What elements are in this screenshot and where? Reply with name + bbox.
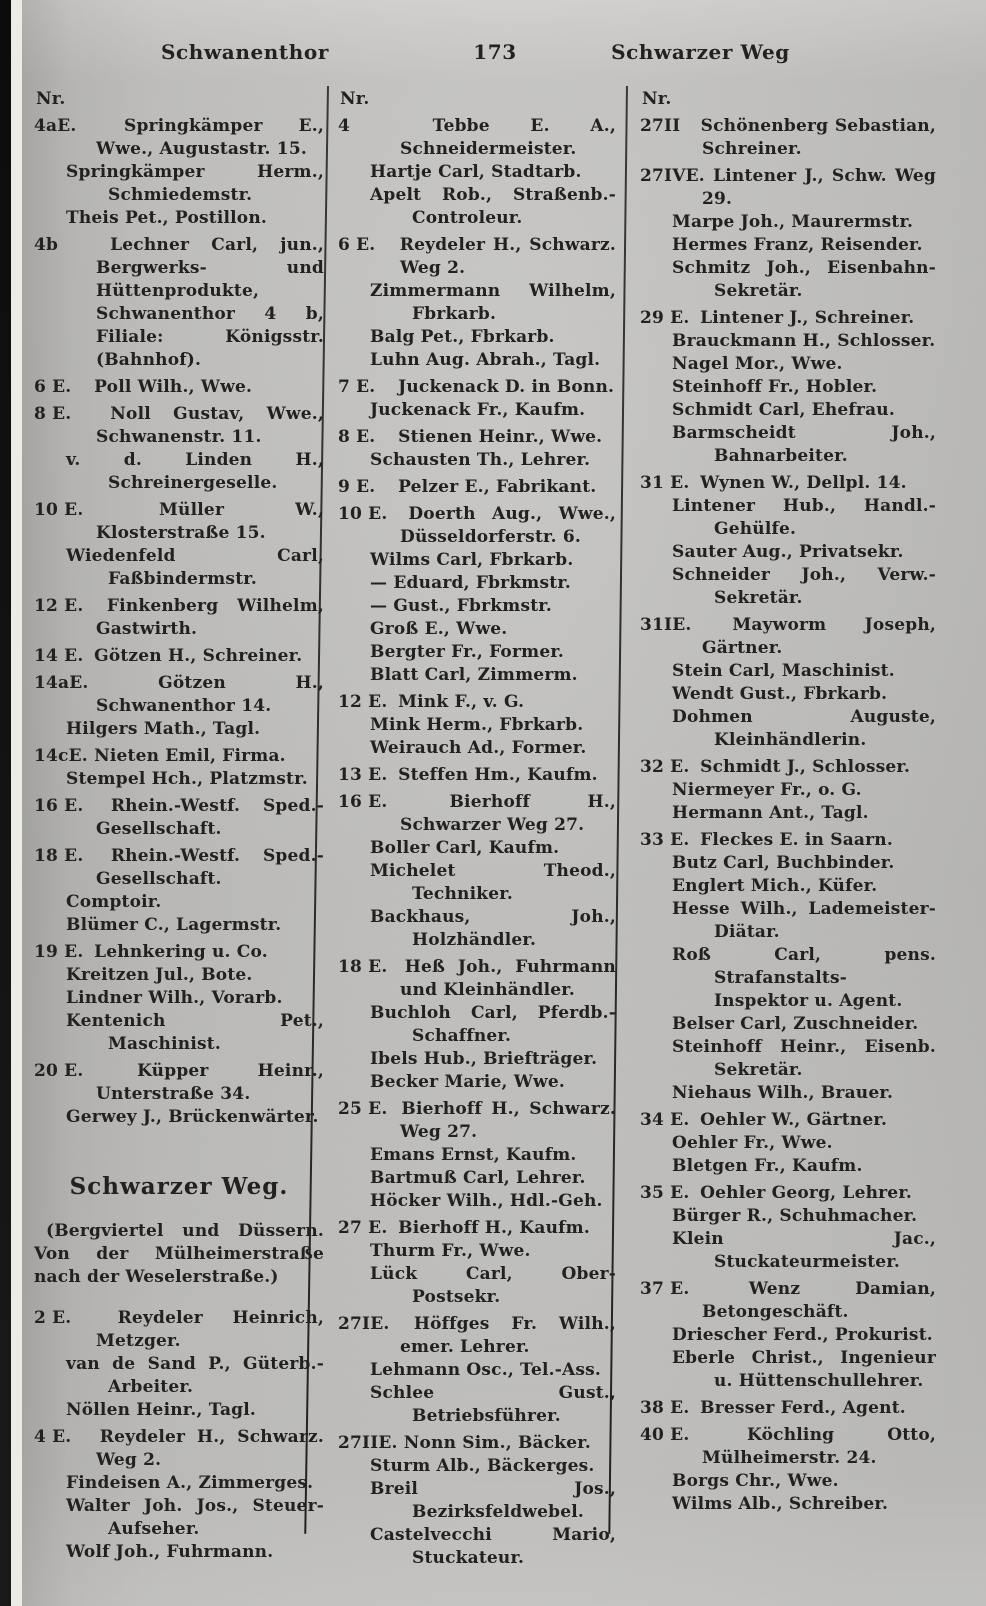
entry-text: Kreitzen Jul., Bote. — [66, 965, 253, 985]
entry-text: Höffges Fr. Wilh., emer. Lehrer. — [400, 1314, 616, 1357]
house-number: 27IVE. — [640, 166, 705, 186]
entry-text: Schönenberg Sebastian, Schreiner. — [700, 116, 936, 159]
entry-text: Belser Carl, Zuschneider. — [672, 1014, 919, 1034]
entry-text: Mink F., v. G. — [398, 692, 525, 712]
entry-text: Gerwey J., Brückenwärter. — [66, 1107, 319, 1127]
entry-text: Borgs Chr., Wwe. — [672, 1471, 839, 1491]
directory-entry — [34, 1060, 324, 1106]
house-number: 4b — [34, 235, 59, 255]
directory-entry — [640, 234, 936, 257]
house-number: 14 E. — [34, 646, 84, 666]
entry-text: Castelvecchi Mario, Stuckateur. — [370, 1525, 616, 1568]
directory-entry — [640, 1013, 936, 1036]
entry-text: Schmidt Carl, Ehefrau. — [672, 400, 895, 420]
directory-entry — [640, 852, 936, 875]
entry-text: Lechner Carl, jun., Bergwerks- und Hüttenprodukte, Schwanenthor 4 b, Filiale: Königsstr. (Bahnhof). — [96, 235, 324, 370]
entry-text: Butz Carl, Buchbinder. — [672, 853, 895, 873]
house-number: 29 E. — [640, 308, 690, 328]
directory-entry — [338, 860, 616, 906]
directory-entry — [640, 472, 936, 495]
house-number: 6 E. — [338, 235, 376, 255]
directory-entry — [34, 1495, 324, 1541]
page-binding-edge — [0, 0, 11, 1606]
directory-entry — [338, 1382, 616, 1428]
directory-entry — [640, 353, 936, 376]
directory-entry — [640, 1324, 936, 1347]
entry-text: Fleckes E. in Saarn. — [700, 830, 893, 850]
entry-text: Tebbe E. A., Schneidermeister. — [400, 116, 616, 159]
entry-text: — Eduard, Fbrkmstr. — [370, 573, 572, 593]
directory-entry — [338, 1432, 616, 1455]
house-number: 27IIE. — [338, 1433, 398, 1453]
directory-entry — [338, 664, 616, 687]
entry-text: Lehnkering u. Co. — [94, 942, 268, 962]
entry-text: Kentenich Pet., Maschinist. — [66, 1011, 324, 1054]
directory-entry — [640, 1278, 936, 1324]
directory-column-middle — [338, 88, 616, 1570]
directory-entry — [34, 1010, 324, 1056]
entry-text: Steffen Hm., Kaufm. — [398, 765, 598, 785]
directory-entry — [640, 376, 936, 399]
house-number: 38 E. — [640, 1398, 690, 1418]
entry-text: Brauckmann H., Schlosser. — [672, 331, 936, 351]
entry-text: Bierhoff H., Schwarz. Weg 27. — [400, 1099, 616, 1142]
directory-entry — [338, 1263, 616, 1309]
entry-text: Schausten Th., Lehrer. — [370, 450, 591, 470]
entry-text: Wilms Alb., Schreiber. — [672, 1494, 889, 1514]
directory-entry — [338, 1144, 616, 1167]
entry-text: Wolf Joh., Fuhrmann. — [66, 1542, 274, 1562]
entry-text: Nöllen Heinr., Tagl. — [66, 1400, 257, 1420]
house-number: 31IE. — [640, 615, 692, 635]
house-number: 18 E. — [338, 957, 388, 977]
directory-entry — [34, 1541, 324, 1564]
directory-entry — [640, 115, 936, 161]
directory-entry — [640, 614, 936, 660]
house-number: 4aE. — [34, 116, 77, 136]
directory-entry — [34, 376, 324, 399]
house-number: 6 E. — [34, 377, 72, 397]
directory-entry — [338, 1217, 616, 1240]
directory-entry — [640, 211, 936, 234]
directory-entry — [640, 1424, 936, 1470]
entry-text: Schmitz Joh., Eisenbahn-Sekretär. — [672, 258, 936, 301]
nr-column-label: Nr. — [642, 89, 672, 109]
directory-entry — [640, 399, 936, 422]
entry-text: Blatt Carl, Zimmerm. — [370, 665, 578, 685]
entry-text: Eberle Christ., Ingenieur u. Hüttenschullehrer. — [672, 1348, 936, 1391]
directory-entry — [338, 1167, 616, 1190]
directory-entry — [34, 595, 324, 641]
directory-entry — [338, 714, 616, 737]
directory-entry — [640, 1155, 936, 1178]
directory-entry — [640, 706, 936, 752]
directory-entry — [34, 745, 324, 768]
directory-entry — [338, 956, 616, 1002]
directory-entry — [338, 115, 616, 161]
nr-column-label: Nr. — [340, 89, 370, 109]
entry-text: Mink Herm., Fbrkarb. — [370, 715, 584, 735]
entry-text: Oehler Georg, Lehrer. — [700, 1183, 913, 1203]
entry-text: Doerth Aug., Wwe., Düsseldorferstr. 6. — [400, 504, 616, 547]
entry-text: Wilms Carl, Fbrkarb. — [370, 550, 574, 570]
house-number: 35 E. — [640, 1183, 690, 1203]
entry-text: Steinhoff Fr., Hobler. — [672, 377, 878, 397]
directory-entry — [640, 660, 936, 683]
house-number: 8 E. — [338, 427, 376, 447]
house-number: 16 E. — [338, 792, 388, 812]
directory-entry — [338, 791, 616, 837]
directory-entry — [640, 898, 936, 944]
directory-entry — [34, 1106, 324, 1129]
entry-text: Comptoir. — [66, 892, 162, 912]
entry-text: Oehler W., Gärtner. — [700, 1110, 888, 1130]
directory-entry — [640, 422, 936, 468]
directory-entry — [338, 1359, 616, 1382]
entry-text: Stienen Heinr., Wwe. — [398, 427, 603, 447]
directory-entry — [338, 476, 616, 499]
entry-text: Balg Pet., Fbrkarb. — [370, 327, 555, 347]
entry-text: Theis Pet., Postillon. — [66, 208, 268, 228]
directory-entry — [640, 1347, 936, 1393]
directory-entry — [34, 964, 324, 987]
entry-text: Buchloh Carl, Pferdb.-Schaffner. — [370, 1003, 616, 1046]
entry-text: Müller W., Klosterstraße 15. — [96, 500, 324, 543]
directory-entry — [640, 1493, 936, 1516]
entry-text: Barmscheidt Joh., Bahnarbeiter. — [672, 423, 936, 466]
entry-text: Oehler Fr., Wwe. — [672, 1133, 833, 1153]
house-number: 32 E. — [640, 757, 690, 777]
directory-entry — [640, 1082, 936, 1105]
entry-text: Wynen W., Dellpl. 14. — [700, 473, 907, 493]
directory-entry — [640, 1036, 936, 1082]
house-number: 31 E. — [640, 473, 690, 493]
directory-entry — [640, 541, 936, 564]
directory-entry — [338, 691, 616, 714]
entry-text: Nagel Mor., Wwe. — [672, 354, 843, 374]
directory-entry — [338, 184, 616, 230]
directory-entry — [338, 641, 616, 664]
directory-column-right — [640, 88, 936, 1516]
directory-entry — [338, 1071, 616, 1094]
directory-entry — [338, 1455, 616, 1478]
house-number: 16 E. — [34, 796, 84, 816]
entry-text: Englert Mich., Küfer. — [672, 876, 878, 896]
directory-entry — [34, 768, 324, 791]
directory-entry — [338, 449, 616, 472]
entry-text: Mayworm Joseph, Gärtner. — [702, 615, 937, 658]
house-number: 2 E. — [34, 1308, 72, 1328]
house-number: 27IE. — [338, 1314, 390, 1334]
directory-entry — [338, 595, 616, 618]
entry-text: Walter Joh. Jos., Steuer-Aufseher. — [66, 1496, 324, 1539]
house-number: 4 — [338, 116, 351, 136]
house-number: 12 E. — [34, 596, 84, 616]
directory-entry — [338, 906, 616, 952]
directory-entry — [640, 1132, 936, 1155]
entry-text: Hilgers Math., Tagl. — [66, 719, 261, 739]
house-number: 9 E. — [338, 477, 376, 497]
entry-text: Niermeyer Fr., o. G. — [672, 780, 862, 800]
entry-text: Köchling Otto, Mülheimerstr. 24. — [702, 1425, 937, 1468]
house-number: 12 E. — [338, 692, 388, 712]
entry-text: Poll Wilh., Wwe. — [94, 377, 253, 397]
directory-entry — [640, 875, 936, 898]
page-edge-highlight — [11, 0, 22, 1606]
house-number: 34 E. — [640, 1110, 690, 1130]
entry-text: Marpe Joh., Maurermstr. — [672, 212, 914, 232]
entry-text: Reydeler Heinrich, Metzger. — [96, 1308, 325, 1351]
directory-entry — [34, 891, 324, 914]
entry-text: Lindner Wilh., Vorarb. — [66, 988, 283, 1008]
directory-entry — [338, 737, 616, 760]
directory-entry — [338, 376, 616, 399]
entry-text: v. d. Linden H., Schreinergeselle. — [66, 450, 324, 493]
entry-text: Bierhoff H., Kaufm. — [398, 1218, 590, 1238]
page-number: 173 — [473, 40, 517, 64]
entry-text: Hartje Carl, Stadtarb. — [370, 162, 582, 182]
entry-text: Thurm Fr., Wwe. — [370, 1241, 531, 1261]
entry-text: Breil Jos., Bezirksfeldwebel. — [370, 1479, 616, 1522]
directory-entry — [640, 1109, 936, 1132]
entry-text: Bresser Ferd., Agent. — [700, 1398, 906, 1418]
house-number: 37 E. — [640, 1279, 690, 1299]
directory-column-left — [34, 88, 324, 1564]
house-number: 18 E. — [34, 846, 84, 866]
entry-text: Driescher Ferd., Prokurist. — [672, 1325, 933, 1345]
directory-entry — [338, 161, 616, 184]
directory-entry — [338, 1098, 616, 1144]
entry-text: Götzen H., Schwanenthor 14. — [96, 673, 325, 716]
directory-entry — [640, 829, 936, 852]
entry-text: Michelet Theod., Techniker. — [370, 861, 616, 904]
entry-text: Boller Carl, Kaufm. — [370, 838, 560, 858]
entry-text: Küpper Heinr., Unterstraße 34. — [96, 1061, 324, 1104]
entry-text: Wiedenfeld Carl, Faßbindermstr. — [66, 546, 324, 589]
directory-entry — [640, 307, 936, 330]
directory-entry — [338, 1313, 616, 1359]
house-number: 10 E. — [338, 504, 388, 524]
directory-entry — [338, 572, 616, 595]
directory-entry — [338, 326, 616, 349]
directory-entry — [34, 207, 324, 230]
directory-entry — [338, 1002, 616, 1048]
house-number: 19 E. — [34, 942, 84, 962]
entry-text: Apelt Rob., Straßenb.-Controleur. — [370, 185, 616, 228]
entry-text: Lintener J., Schreiner. — [700, 308, 915, 328]
directory-entry — [338, 837, 616, 860]
directory-entry — [338, 280, 616, 326]
entry-text: Bierhoff H., Schwarzer Weg 27. — [400, 792, 616, 835]
directory-entry — [338, 1048, 616, 1071]
directory-entry — [640, 564, 936, 610]
directory-entry — [34, 234, 324, 372]
directory-entry — [640, 165, 936, 211]
entry-text: Nieten Emil, Firma. — [94, 746, 286, 766]
directory-entry — [338, 426, 616, 449]
entry-text: Pelzer E., Fabrikant. — [398, 477, 597, 497]
entry-text: Springkämper Herm., Schmiedemstr. — [66, 162, 324, 205]
entry-text: — Gust., Fbrkmstr. — [370, 596, 552, 616]
directory-entry — [640, 1205, 936, 1228]
directory-entry — [640, 257, 936, 303]
entry-text: Hermann Ant., Tagl. — [672, 803, 869, 823]
house-number: 10 E. — [34, 500, 84, 520]
entry-text: Schmidt J., Schlosser. — [700, 757, 911, 777]
directory-entry — [34, 941, 324, 964]
directory-entry — [34, 718, 324, 741]
directory-entry — [34, 1307, 324, 1353]
entry-text: Niehaus Wilh., Brauer. — [672, 1083, 894, 1103]
house-number: 25 E. — [338, 1099, 388, 1119]
house-number: 27II — [640, 116, 681, 136]
running-header-left-street: Schwanenthor — [160, 40, 329, 64]
directory-entry — [34, 645, 324, 668]
directory-entry — [640, 495, 936, 541]
entry-text: Weirauch Ad., Former. — [370, 738, 587, 758]
house-number: 14cE. — [34, 746, 88, 766]
directory-entry — [640, 683, 936, 706]
entry-text: Bürger R., Schuhmacher. — [672, 1206, 918, 1226]
running-header-right-street: Schwarzer Weg — [611, 40, 790, 64]
entry-text: Sauter Aug., Privatsekr. — [672, 542, 904, 562]
directory-entry — [34, 115, 324, 161]
entry-text: Wenz Damian, Betongeschäft. — [702, 1279, 936, 1322]
entry-text: Reydeler H., Schwarz. Weg 2. — [399, 235, 616, 278]
street-section-note: (Bergviertel und Düssern. Von der Mülheimerstraße nach der Weselerstraße.) — [34, 1221, 324, 1287]
directory-entry — [338, 549, 616, 572]
house-number: 7 E. — [338, 377, 376, 397]
directory-entry — [640, 1470, 936, 1493]
directory-entry — [34, 1472, 324, 1495]
entry-text: Noll Gustav, Wwe., Schwanenstr. 11. — [96, 404, 324, 447]
directory-entry — [338, 618, 616, 641]
directory-entry — [640, 944, 936, 1013]
directory-entry — [34, 1426, 324, 1472]
house-number: 8 E. — [34, 404, 72, 424]
entry-text: Emans Ernst, Kaufm. — [370, 1145, 577, 1165]
entry-text: Rhein.-Westf. Sped.-Gesellschaft. — [96, 846, 324, 889]
directory-entry — [34, 161, 324, 207]
directory-entry — [338, 1478, 616, 1524]
entry-text: Götzen H., Schreiner. — [94, 646, 303, 666]
directory-entry — [640, 1228, 936, 1274]
directory-entry — [34, 672, 324, 718]
directory-entry — [34, 1353, 324, 1399]
entry-text: Wendt Gust., Fbrkarb. — [672, 684, 888, 704]
directory-entry — [34, 987, 324, 1010]
directory-entry — [640, 802, 936, 825]
directory-entry — [640, 1182, 936, 1205]
entry-text: Becker Marie, Wwe. — [370, 1072, 565, 1092]
entry-text: Backhaus, Joh., Holzhändler. — [370, 907, 616, 950]
house-number: 13 E. — [338, 765, 388, 785]
entry-text: Lintener Hub., Handl.-Gehülfe. — [672, 496, 936, 539]
entry-text: Klein Jac., Stuckateurmeister. — [672, 1229, 936, 1272]
directory-entry — [338, 503, 616, 549]
entry-text: Reydeler H., Schwarz. Weg 2. — [96, 1427, 324, 1470]
directory-entry — [640, 779, 936, 802]
directory-entry — [338, 1190, 616, 1213]
entry-text: Schneider Joh., Verw.-Sekretär. — [672, 565, 936, 608]
entry-text: Bartmuß Carl, Lehrer. — [370, 1168, 586, 1188]
entry-text: Finkenberg Wilhelm, Gastwirth. — [96, 596, 325, 639]
entry-text: Findeisen A., Zimmerges. — [66, 1473, 314, 1493]
entry-text: Höcker Wilh., Hdl.-Geh. — [370, 1191, 603, 1211]
entry-text: Ibels Hub., Briefträger. — [370, 1049, 598, 1069]
directory-entry — [338, 349, 616, 372]
entry-text: Stein Carl, Maschinist. — [672, 661, 895, 681]
directory-entry — [34, 795, 324, 841]
directory-entry — [640, 330, 936, 353]
entry-text: Stempel Hch., Platzmstr. — [66, 769, 308, 789]
house-number: 4 E. — [34, 1427, 72, 1447]
entry-text: van de Sand P., Güterb.-Arbeiter. — [66, 1354, 324, 1397]
entry-text: Groß E., Wwe. — [370, 619, 508, 639]
house-number: 20 E. — [34, 1061, 84, 1081]
entry-text: Juckenack Fr., Kaufm. — [370, 400, 586, 420]
entry-text: Juckenack D. in Bonn. — [398, 377, 615, 397]
house-number: 14aE. — [34, 673, 89, 693]
house-number: 33 E. — [640, 830, 690, 850]
entry-text: Lintener J., Schw. Weg 29. — [702, 166, 936, 209]
entry-text: Zimmermann Wilhelm, Fbrkarb. — [370, 281, 616, 324]
entry-text: Rhein.-Westf. Sped.-Gesellschaft. — [96, 796, 324, 839]
directory-entry — [338, 399, 616, 422]
directory-entry — [34, 545, 324, 591]
entry-text: Dohmen Auguste, Kleinhändlerin. — [672, 707, 936, 750]
entry-text: Bergter Fr., Former. — [370, 642, 565, 662]
directory-entry — [338, 234, 616, 280]
directory-entry — [34, 1399, 324, 1422]
directory-entry — [640, 756, 936, 779]
directory-entry — [640, 1397, 936, 1420]
directory-entry — [34, 914, 324, 937]
house-number: 40 E. — [640, 1425, 690, 1445]
entry-text: Blümer C., Lagermstr. — [66, 915, 282, 935]
entry-text: Heß Joh., Fuhrmann und Kleinhändler. — [400, 957, 616, 1000]
entry-text: Sturm Alb., Bäckerges. — [370, 1456, 595, 1476]
directory-entry — [34, 499, 324, 545]
entry-text: Lück Carl, Ober-Postsekr. — [370, 1264, 616, 1307]
directory-entry — [338, 1240, 616, 1263]
directory-entry — [34, 403, 324, 449]
entry-text: Nonn Sim., Bäcker. — [403, 1433, 592, 1453]
entry-text: Roß Carl, pens. Strafanstalts-Inspektor u. Agent. — [672, 945, 936, 1011]
entry-text: Steinhoff Heinr., Eisenb. Sekretär. — [672, 1037, 936, 1080]
entry-text: Hermes Franz, Reisender. — [672, 235, 923, 255]
directory-entry — [34, 845, 324, 891]
directory-entry — [338, 764, 616, 787]
entry-text: Luhn Aug. Abrah., Tagl. — [370, 350, 601, 370]
nr-column-label: Nr. — [36, 89, 66, 109]
directory-entry — [338, 1524, 616, 1570]
entry-text: Bletgen Fr., Kaufm. — [672, 1156, 863, 1176]
entry-text: Hesse Wilh., Lademeister-Diätar. — [672, 899, 936, 942]
entry-text: Schlee Gust., Betriebsführer. — [370, 1383, 616, 1426]
house-number: 27 E. — [338, 1218, 388, 1238]
street-section-heading: Schwarzer Weg. — [69, 1173, 289, 1200]
entry-text: Springkämper E., Wwe., Augustastr. 15. — [96, 116, 324, 159]
entry-text: Lehmann Osc., Tel.-Ass. — [370, 1360, 602, 1380]
directory-entry — [34, 449, 324, 495]
